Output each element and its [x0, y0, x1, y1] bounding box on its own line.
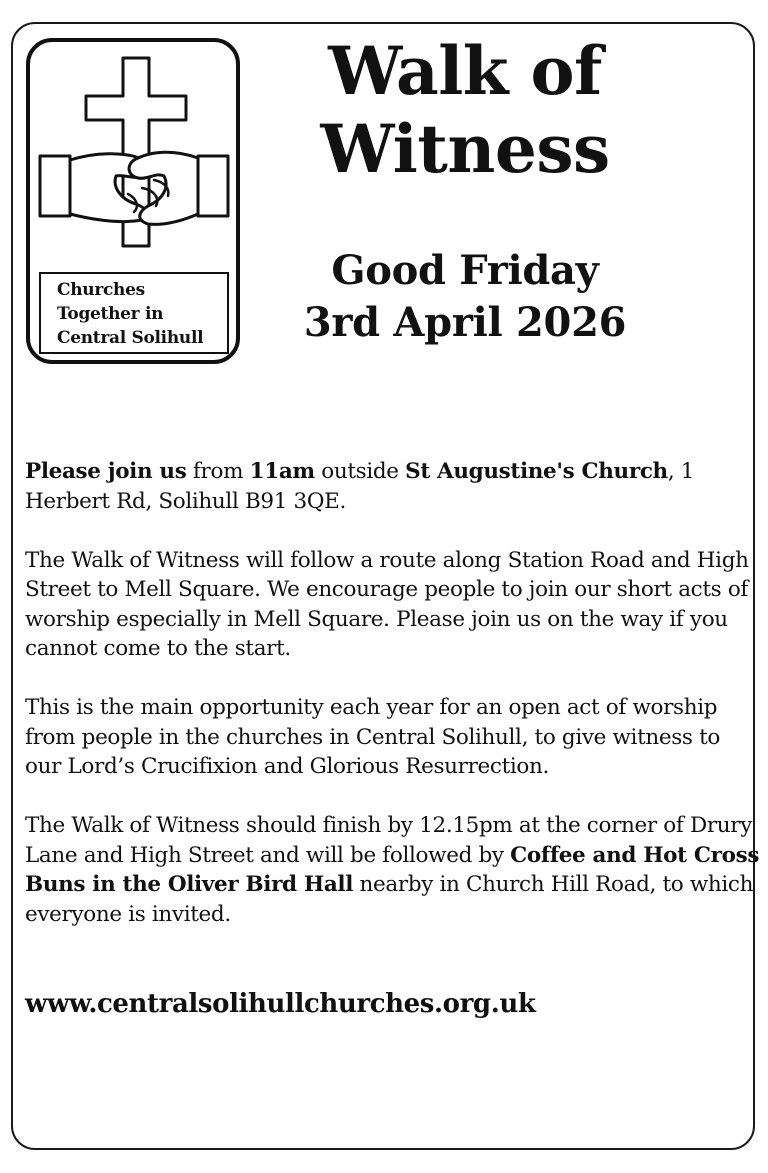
church-address: , 1 Herbert Rd, Solihull B91 3QE.: [25, 459, 695, 514]
title-line: Witness: [320, 110, 610, 188]
refreshments-text: Coffee and Hot Cross Buns in the Oliver Bird Hall: [25, 842, 760, 897]
church-name: St Augustine's Church: [405, 459, 668, 484]
churches-together-logo: [26, 38, 240, 364]
event-details: [25, 457, 760, 959]
finish-paragraph: [25, 811, 760, 929]
outside-text: outside: [314, 459, 406, 484]
date-day: Good Friday: [331, 247, 599, 294]
purpose-paragraph: This is the main opportunity each year for an open act of worship from people in the churches in Central Solihull, to give witness to our Lord’s Crucifixion and Glorious Resurrection.: [25, 695, 720, 779]
website-link[interactable]: www.centralsolihullchurches.org.uk: [25, 989, 536, 1019]
event-title: [250, 32, 680, 188]
meeting-point-paragraph: [25, 457, 760, 516]
start-time: 11am: [249, 459, 315, 484]
logo-caption-line: Churches: [57, 280, 145, 300]
logo-caption-line: Together in: [57, 304, 164, 324]
event-date: [250, 245, 680, 349]
join-us-text: Please join us: [25, 459, 187, 484]
logo-caption-line: Central Solihull: [57, 328, 204, 348]
logo-caption-box: [39, 272, 229, 354]
title-line: Walk of: [328, 32, 602, 110]
date-full: 3rd April 2026: [303, 299, 627, 346]
finish-text: The Walk of Witness should finish by 12.15pm at the corner of Drury Lane and High Street and will be followed by: [25, 813, 753, 868]
cross-and-clasped-hands-icon: [36, 48, 232, 258]
from-text: from: [186, 459, 250, 484]
invitation-text: nearby in Church Hill Road, to which everyone is invited.: [25, 872, 754, 927]
route-paragraph: The Walk of Witness will follow a route along Station Road and High Street to Mell Square. We encourage people to join our short acts of worship especially in Mell Square. Please join us on the way if you cannot come to the start.: [25, 547, 749, 661]
